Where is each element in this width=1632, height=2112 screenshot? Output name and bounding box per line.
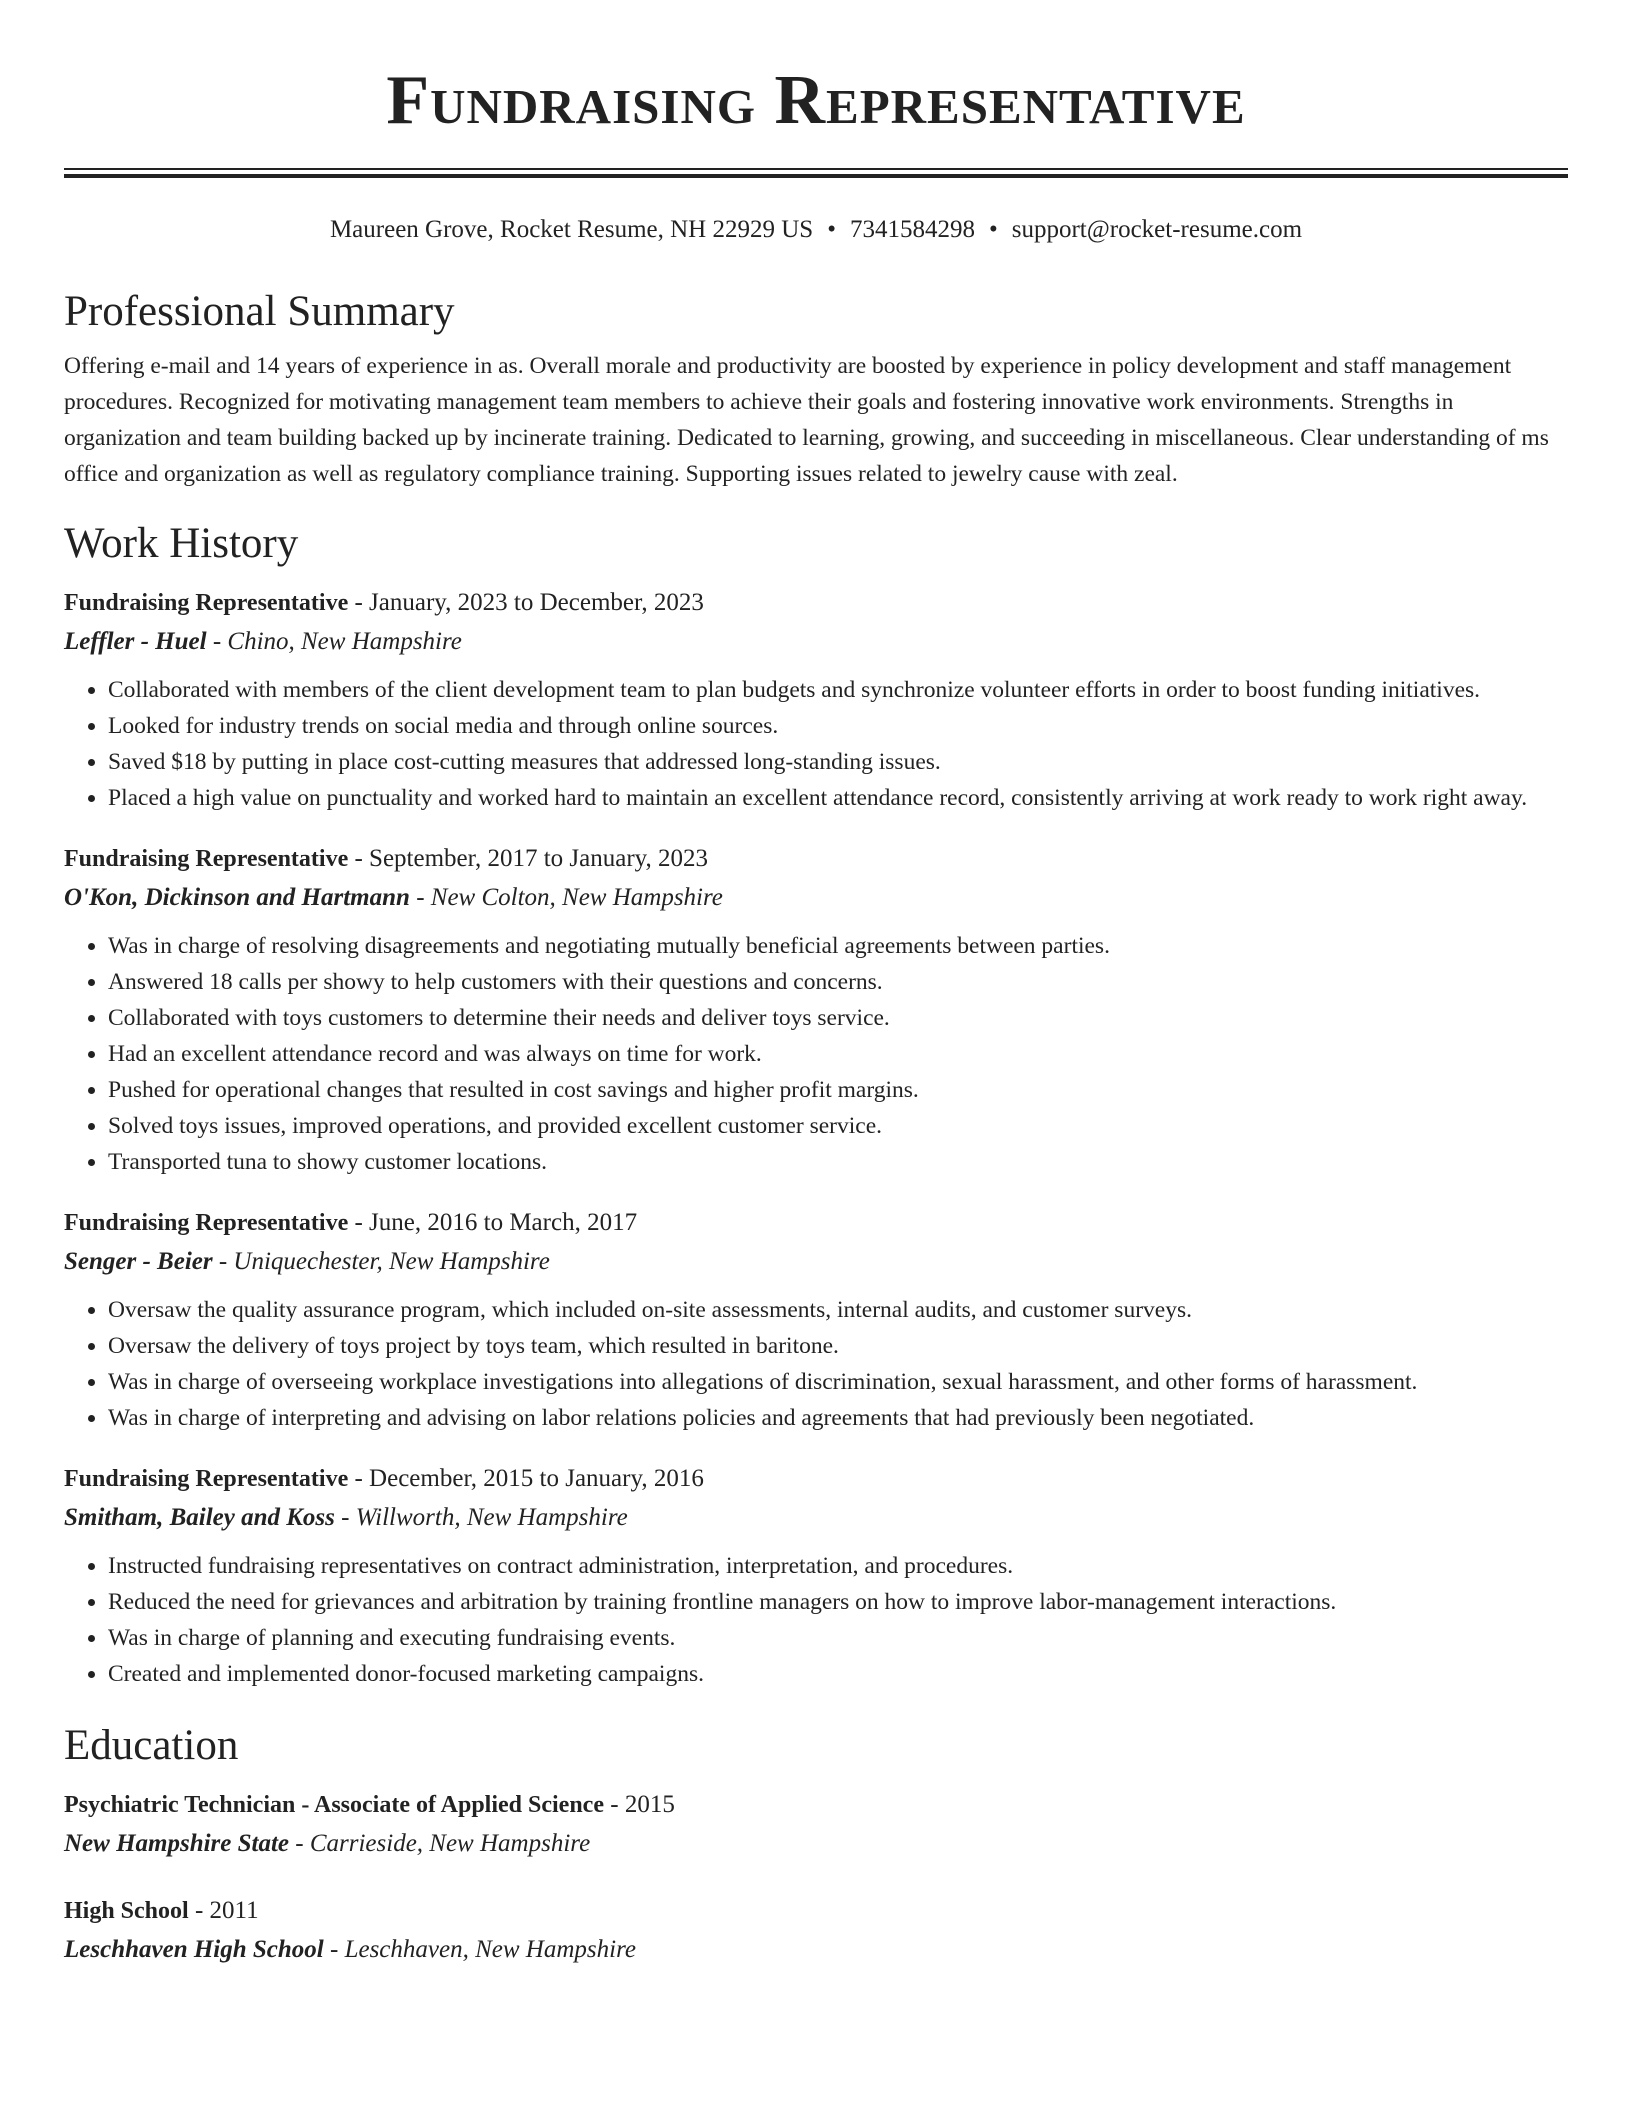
list-item: • Solved toys issues, improved operations, and provided excellent customer service. xyxy=(108,1108,1568,1144)
contact-line xyxy=(64,214,1568,246)
contact-email: support@rocket-resume.com xyxy=(1011,216,1303,243)
job-company: O'Kon, Dickinson and Hartmann xyxy=(64,884,410,911)
job-bullets xyxy=(64,1292,1568,1436)
list-item: • Was in charge of planning and executing fundraising events. xyxy=(108,1620,1568,1656)
summary-heading: Professional Summary xyxy=(64,288,455,335)
job-role: Fundraising Representative xyxy=(64,1466,349,1492)
education-degree: High School xyxy=(64,1898,189,1924)
list-item: • Oversaw the quality assurance program, which included on-site assessments, internal audits, and customer surveys. xyxy=(108,1292,1568,1328)
job-bullets xyxy=(64,672,1568,816)
contact-separator: • xyxy=(827,216,836,243)
list-item: • Was in charge of resolving disagreements and negotiating mutually beneficial agreements between parties. xyxy=(108,928,1568,964)
list-item: • Oversaw the delivery of toys project by toys team, which resulted in baritone. xyxy=(108,1328,1568,1364)
education-entry xyxy=(64,1892,1568,1970)
list-item: • Was in charge of interpreting and advising on labor relations policies and agreements that had previously been negotiated. xyxy=(108,1400,1568,1436)
job-bullets xyxy=(64,1548,1568,1692)
resume-title: Fundraising Representative xyxy=(386,62,1246,139)
education-entry xyxy=(64,1786,1568,1864)
job-entry xyxy=(64,840,1568,1180)
job-company: Smitham, Bailey and Koss xyxy=(64,1504,335,1531)
job-location: - Chino, New Hampshire xyxy=(206,628,462,655)
list-item: • Collaborated with members of the client development team to plan budgets and synchronize volunteer efforts in order to boost funding initiatives. xyxy=(108,672,1568,708)
job-company-line xyxy=(64,878,1568,918)
job-role: Fundraising Representative xyxy=(64,590,349,616)
job-role: Fundraising Representative xyxy=(64,1210,349,1236)
job-entry xyxy=(64,584,1568,816)
list-item: • Had an excellent attendance record and was always on time for work. xyxy=(108,1036,1568,1072)
job-title-line xyxy=(64,1460,1568,1498)
job-dates: - June, 2016 to March, 2017 xyxy=(348,1209,638,1236)
job-title-line xyxy=(64,584,1568,622)
list-item: • Was in charge of overseeing workplace investigations into allegations of discrimination, sexual harassment, and other forms of harassment. xyxy=(108,1364,1568,1400)
education-school: New Hampshire State xyxy=(64,1830,290,1857)
list-item: • Transported tuna to showy customer locations. xyxy=(108,1144,1568,1180)
list-item: • Pushed for operational changes that resulted in cost savings and higher profit margins. xyxy=(108,1072,1568,1108)
list-item: • Placed a high value on punctuality and worked hard to maintain an excellent attendance record, consistently arriving at work ready to work right away. xyxy=(108,780,1568,816)
education-school: Leschhaven High School xyxy=(64,1936,324,1963)
list-item: • Instructed fundraising representatives on contract administration, interpretation, and procedures. xyxy=(108,1548,1568,1584)
education-school-line xyxy=(64,1824,1568,1864)
education-degree-line xyxy=(64,1786,1568,1824)
education-location: - Carrieside, New Hampshire xyxy=(289,1830,591,1857)
job-company-line xyxy=(64,622,1568,662)
contact-address: Maureen Grove, Rocket Resume, NH 22929 US xyxy=(329,216,814,243)
job-bullets xyxy=(64,928,1568,1180)
job-company: Senger - Beier xyxy=(64,1248,213,1275)
list-item: • Collaborated with toys customers to determine their needs and deliver toys service. xyxy=(108,1000,1568,1036)
education-degree: Psychiatric Technician - Associate of Applied Science xyxy=(64,1792,604,1818)
title-divider xyxy=(64,168,1568,178)
education-heading: Education xyxy=(64,1722,239,1769)
job-dates: - September, 2017 to January, 2023 xyxy=(348,845,709,872)
education-year: - 2015 xyxy=(604,1791,675,1818)
job-role: Fundraising Representative xyxy=(64,846,349,872)
job-entry xyxy=(64,1204,1568,1436)
job-dates: - January, 2023 to December, 2023 xyxy=(348,589,704,616)
job-company-line xyxy=(64,1498,1568,1538)
job-title-line xyxy=(64,1204,1568,1242)
education-degree-line xyxy=(64,1892,1568,1930)
work-history-heading: Work History xyxy=(64,520,299,567)
job-location: - Uniquechester, New Hampshire xyxy=(212,1248,550,1275)
list-item: • Created and implemented donor-focused marketing campaigns. xyxy=(108,1656,1568,1692)
job-location: - Willworth, New Hampshire xyxy=(334,1504,628,1531)
job-company: Leffler - Huel xyxy=(64,628,207,655)
education-location: - Leschhaven, New Hampshire xyxy=(323,1936,636,1963)
list-item: • Saved $18 by putting in place cost-cutting measures that addressed long-standing issues. xyxy=(108,744,1568,780)
summary-text: Offering e-mail and 14 years of experience in as. Overall morale and productivity are boosted by experience in policy development and staff management procedures. Recognized for motivating management team members to achieve their goals and fostering innovative work environments. Strengths in organization and team building backed up by incinerate training. Dedicated to learning, growing, and succeeding in miscellaneous. Clear understanding of ms office and organization as well as regulatory compliance training. Supporting issues related to jewelry cause with zeal. xyxy=(64,353,1549,487)
job-entry xyxy=(64,1460,1568,1692)
contact-separator: • xyxy=(988,216,998,243)
job-title-line xyxy=(64,840,1568,878)
list-item: • Reduced the need for grievances and arbitration by training frontline managers on how to improve labor-management interactions. xyxy=(108,1584,1568,1620)
list-item: • Looked for industry trends on social media and through online sources. xyxy=(108,708,1568,744)
list-item: • Answered 18 calls per showy to help customers with their questions and concerns. xyxy=(108,964,1568,1000)
job-dates: - December, 2015 to January, 2016 xyxy=(348,1465,704,1492)
education-year: - 2011 xyxy=(188,1897,259,1924)
job-location: - New Colton, New Hampshire xyxy=(409,884,723,911)
contact-phone: 7341584298 xyxy=(849,216,975,243)
job-company-line xyxy=(64,1242,1568,1282)
education-school-line xyxy=(64,1930,1568,1970)
